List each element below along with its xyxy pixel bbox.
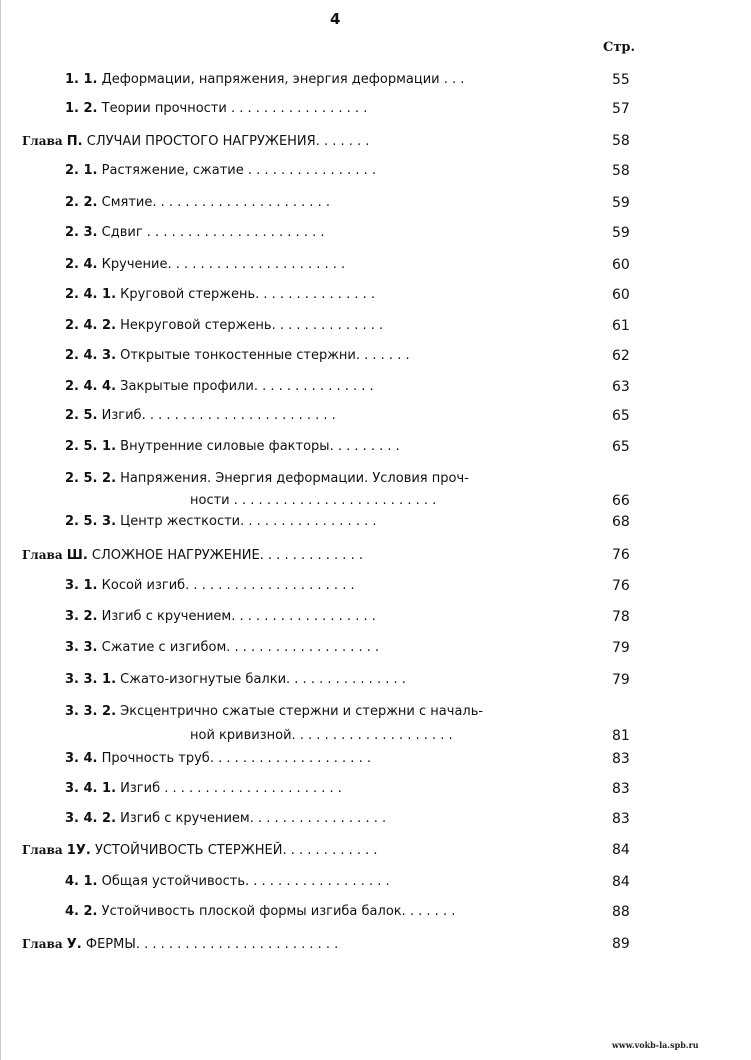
entry-number: 3. 3. 2.: [65, 704, 117, 719]
entry-number: 1. 1.: [65, 72, 98, 87]
page-column-header: Стр.: [603, 40, 636, 55]
toc-entry-row: [65, 638, 379, 662]
entry-page-number: 76: [612, 547, 630, 563]
dot-leader: . . . . . . . . . . . .: [282, 843, 378, 858]
entry-page-number: 60: [612, 287, 630, 303]
entry-page-number: 79: [612, 640, 630, 656]
toc-entry-row: [65, 377, 374, 401]
entry-title: СЛУЧАИ ПРОСТОГО НАГРУЖЕНИЯ: [86, 134, 316, 149]
entry-number: 2. 2.: [65, 195, 98, 210]
entry-title: Напряжения. Энергия деформации. Условия проч-: [120, 471, 469, 486]
entry-title: УСТОЙЧИВОСТЬ СТЕРЖНЕЙ: [94, 843, 283, 858]
toc-entry-row: [65, 193, 330, 217]
toc-entry-row: [65, 346, 410, 370]
dot-leader: . . . . . . . . . . . . . . . . . . .: [226, 640, 380, 655]
entry-page-number: 60: [612, 257, 630, 273]
dot-leader: . . . . . . . . . . . . . . . . . . . . . . . . .: [135, 937, 339, 952]
entry-page-number: 84: [612, 874, 630, 890]
entry-title: ФЕРМЫ: [85, 937, 136, 952]
toc-entry-row: [65, 437, 400, 461]
dot-leader: . . . . . . . . . . . . . . . . . . . . . .: [160, 781, 342, 796]
entry-number: 3. 4. 2.: [65, 811, 117, 826]
entry-number: 1У.: [66, 843, 91, 858]
entry-number: 3. 4.: [65, 751, 98, 766]
toc-entry-row: [65, 316, 383, 340]
entry-page-number: 83: [612, 781, 630, 797]
entry-page-number: 83: [612, 751, 630, 767]
entry-number: 2. 4. 4.: [65, 379, 117, 394]
toc-entry-row: [65, 99, 367, 123]
entry-title: Кручение: [101, 257, 168, 272]
dot-leader: . . . . . . . . . . . . . . .: [255, 287, 375, 302]
toc-entry-row: [65, 670, 406, 694]
entry-number: 2. 1.: [65, 163, 98, 178]
chapter-label: Глава: [22, 843, 63, 857]
entry-title: Растяжение, сжатие: [101, 163, 244, 178]
entry-title: Общая устойчивость: [101, 874, 245, 889]
entry-page-number: 58: [612, 163, 630, 179]
dot-leader: . . . . . . . . .: [329, 439, 400, 454]
toc-entry-row: [65, 161, 376, 185]
entry-title: Изгиб: [101, 408, 142, 423]
dot-leader: . . . . . . . . . . . . . . . . . . . .: [291, 728, 453, 743]
entry-number: 2. 5.: [65, 408, 98, 423]
dot-leader: . . . . . . . . . . . . . . . . . . . . . . . . .: [229, 493, 437, 508]
dot-leader: . . . . . . . . . . . . .: [259, 548, 363, 563]
dot-leader: . . . . . . . . . . . . . . . . . . . . .: [185, 578, 355, 593]
toc-entry-row: [65, 702, 483, 726]
entry-title: Изгиб с кручением: [120, 811, 250, 826]
dot-leader: . . . . . . . . . . . . . . . .: [243, 163, 376, 178]
entry-title: Прочность труб: [101, 751, 210, 766]
toc-entry-row: [65, 902, 455, 926]
entry-title: СЛОЖНОЕ НАГРУЖЕНИЕ: [91, 548, 260, 563]
entry-page-number: 62: [612, 348, 630, 364]
entry-number: 2. 5. 1.: [65, 439, 117, 454]
entry-title: Устойчивость плоской формы изгиба балок: [101, 904, 402, 919]
entry-title: Деформации, напряжения, энергия деформации: [101, 72, 440, 87]
toc-chapter-row: [22, 840, 378, 864]
dot-leader: . . . . . . . . . . . . . . . . .: [240, 514, 377, 529]
entry-number: 3. 1.: [65, 578, 98, 593]
entry-page-number: 68: [612, 514, 630, 530]
toc-entry-row: [65, 223, 324, 247]
toc-chapter-row: [22, 934, 338, 958]
dot-leader: . . . . . . . . . . . . . .: [271, 318, 384, 333]
entry-page-number: 63: [612, 379, 630, 395]
entry-number: 2. 4.: [65, 257, 98, 272]
entry-page-number: 57: [612, 101, 630, 117]
continuation-text: ности: [190, 493, 230, 508]
entry-title: Внутренние силовые факторы: [120, 439, 330, 454]
entry-title: Смятие: [101, 195, 153, 210]
entry-title: Центр жесткости: [120, 514, 241, 529]
entry-page-number: 83: [612, 811, 630, 827]
dot-leader: . . . . . . . . . . . . . . .: [253, 379, 374, 394]
entry-number: 3. 3.: [65, 640, 98, 655]
entry-page-number: 89: [612, 936, 630, 952]
entry-title: Некруговой стержень: [120, 318, 272, 333]
entry-page-number: 58: [612, 133, 630, 149]
entry-title: Открытые тонкостенные стержни: [120, 348, 356, 363]
entry-title: Сжатие с изгибом: [101, 640, 227, 655]
entry-page-number: 84: [612, 842, 630, 858]
entry-number: 2. 4. 2.: [65, 318, 117, 333]
dot-leader: . . . . . . .: [401, 904, 456, 919]
entry-page-number: 81: [612, 728, 630, 744]
entry-title: Закрытые профили: [120, 379, 254, 394]
toc-entry-row: [65, 576, 355, 600]
dot-leader: . . . . . . . . . . . . . . . . .: [226, 101, 368, 116]
entry-number: 2. 5. 2.: [65, 471, 117, 486]
toc-entry-row: [65, 872, 390, 896]
entry-title: Изгиб с кручением: [101, 609, 232, 624]
toc-entry-row: [65, 809, 386, 833]
dot-leader: . . . . . . . . . . . . . . . . . .: [245, 874, 390, 889]
page-number: 4: [330, 10, 341, 28]
toc-entry-row: [65, 779, 342, 803]
entry-page-number: 79: [612, 672, 630, 688]
entry-page-number: 59: [612, 195, 630, 211]
dot-leader: . . . . . . . . . . . . . . . . . . . .: [209, 751, 371, 766]
dot-leader: . . . . . . . . . . . . . . . . . . . . . . . .: [141, 408, 336, 423]
toc-entry-row: [65, 285, 375, 309]
toc-chapter-row: [22, 131, 369, 155]
watermark-text: www.vokb-la.spb.ru: [612, 1040, 699, 1050]
entry-page-number: 59: [612, 225, 630, 241]
entry-title: Косой изгиб: [101, 578, 186, 593]
entry-number: 2. 3.: [65, 225, 98, 240]
entry-page-number: 88: [612, 904, 630, 920]
dot-leader: . . . . . . . . . . . . . . . . . . . . . .: [152, 195, 331, 210]
entry-page-number: 66: [612, 493, 630, 509]
entry-page-number: 78: [612, 609, 630, 625]
entry-page-number: 76: [612, 578, 630, 594]
chapter-label: Глава: [22, 937, 63, 951]
chapter-label: Глава: [22, 134, 63, 148]
chapter-label: Глава: [22, 548, 63, 562]
dot-leader: . . . . . . . . . . . . . . . . .: [249, 811, 387, 826]
entry-number: 4. 2.: [65, 904, 98, 919]
entry-page-number: 55: [612, 72, 630, 88]
dot-leader: . . . . . . .: [355, 348, 410, 363]
page-edge-line: [0, 0, 1, 1060]
continuation-text: ной кривизной: [190, 728, 292, 743]
entry-title: Круговой стержень: [120, 287, 256, 302]
entry-number: 2. 5. 3.: [65, 514, 117, 529]
entry-title: Теории прочности: [101, 101, 227, 116]
dot-leader: . . . . . . . . . . . . . . .: [286, 672, 406, 687]
dot-leader: . . . . . . . . . . . . . . . . . . . . . .: [167, 257, 346, 272]
toc-entry-row: [65, 512, 376, 536]
entry-title-continuation: [190, 491, 436, 511]
toc-entry-row: [65, 749, 371, 773]
entry-title: Сдвиг: [101, 225, 143, 240]
entry-number: У.: [66, 937, 82, 952]
toc-entry-row: [65, 607, 376, 631]
entry-number: 3. 2.: [65, 609, 98, 624]
toc-entry-row: [65, 469, 469, 493]
entry-number: Ш.: [66, 548, 88, 563]
entry-title: Сжато-изогнутые балки: [120, 672, 287, 687]
dot-leader: . . . . . . .: [315, 134, 370, 149]
toc-chapter-row: [22, 545, 363, 569]
entry-title-continuation: [190, 726, 453, 746]
entry-number: П.: [66, 134, 83, 149]
toc-entry-row: [65, 406, 336, 430]
dot-leader: . . . . . . . . . . . . . . . . . . . . . .: [142, 225, 325, 240]
toc-entry-row: [65, 70, 464, 94]
dot-leader: . . . . . . . . . . . . . . . . . .: [231, 609, 376, 624]
entry-page-number: 65: [612, 408, 630, 424]
dot-leader: . . .: [439, 72, 465, 87]
entry-page-number: 61: [612, 318, 630, 334]
entry-number: 1. 2.: [65, 101, 98, 116]
entry-number: 3. 3. 1.: [65, 672, 117, 687]
entry-number: 2. 4. 3.: [65, 348, 117, 363]
entry-title: Эксцентрично сжатые стержни и стержни с началь-: [120, 704, 484, 719]
toc-entry-row: [65, 255, 345, 279]
entry-title: Изгиб: [120, 781, 161, 796]
entry-page-number: 65: [612, 439, 630, 455]
entry-number: 2. 4. 1.: [65, 287, 117, 302]
entry-number: 3. 4. 1.: [65, 781, 117, 796]
entry-number: 4. 1.: [65, 874, 98, 889]
